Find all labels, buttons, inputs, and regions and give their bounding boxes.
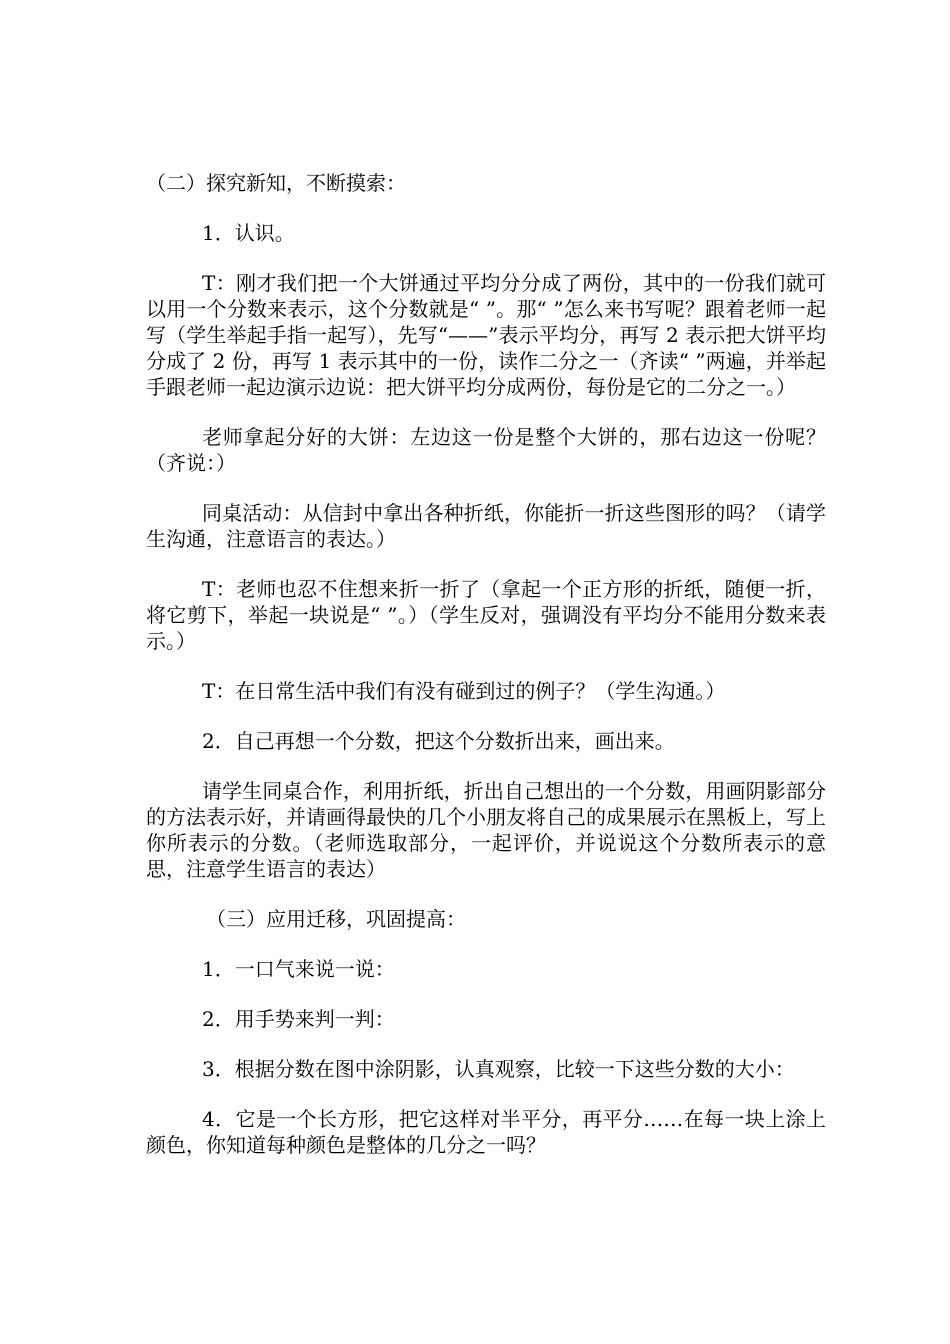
section2-heading: （二）探究新知，不断摸索： (146, 171, 406, 195)
exercise-3: 3．根据分数在图中涂阴影，认真观察，比较一下这些分数的大小： (202, 1057, 795, 1081)
exercise-1: 1．一口气来说一说： (202, 957, 395, 981)
item-1: 1．认识。 (202, 221, 295, 245)
paragraph-deskmate: 同桌活动：从信封中拿出各种折纸，你能折一折这些图形的吗？（请学生沟通，注意语言的表达。） (146, 501, 826, 551)
exercise-4: 4．它是一个长方形，把它这样对半平分，再平分……在每一块上涂上颜色，你知道每种颜色是整体的几分之一吗？ (146, 1107, 826, 1157)
paragraph-t1: T：刚才我们把一个大饼通过平均分分成了两份，其中的一份我们就可以用一个分数来表示，这个分数就是“ ”。那“ ”怎么来书写呢？跟着老师一起写（学生举起手指一起写），先写“——”表示平均分，再写 2 表示把大饼平均分成了 2 份，再写 1 表示其中的一份，读作二分之一（齐读“ ”两遍，并举起手跟老师一起边演示边说：把大饼平均分成两份，每份是它的二分之一。） (146, 271, 826, 399)
paragraph-t3: T：在日常生活中我们有没有碰到过的例子？（学生沟通。） (202, 679, 726, 703)
document-body (146, 170, 826, 1182)
paragraph-cooperate: 请学生同桌合作，利用折纸，折出自己想出的一个分数，用画阴影部分的方法表示好，并请画得最快的几个小朋友将自己的成果展示在黑板上，写上你所表示的分数。（老师选取部分，一起评价，并说说这个分数所表示的意思，注意学生语言的表达） (146, 779, 826, 881)
paragraph-t2: T：老师也忍不住想来折一折了（拿起一个正方形的折纸，随便一折，将它剪下，举起一块说是“ ”。）（学生反对，强调没有平均分不能用分数来表示。） (146, 577, 826, 653)
exercise-2: 2．用手势来判一判： (202, 1007, 395, 1031)
section3-heading: （三）应用迁移，巩固提高： (206, 907, 466, 931)
item-2: 2．自己再想一个分数，把这个分数折出来，画出来。 (202, 729, 675, 753)
paragraph-teacher: 老师拿起分好的大饼：左边这一份是整个大饼的，那右边这一份呢？（齐说：） (146, 425, 826, 475)
